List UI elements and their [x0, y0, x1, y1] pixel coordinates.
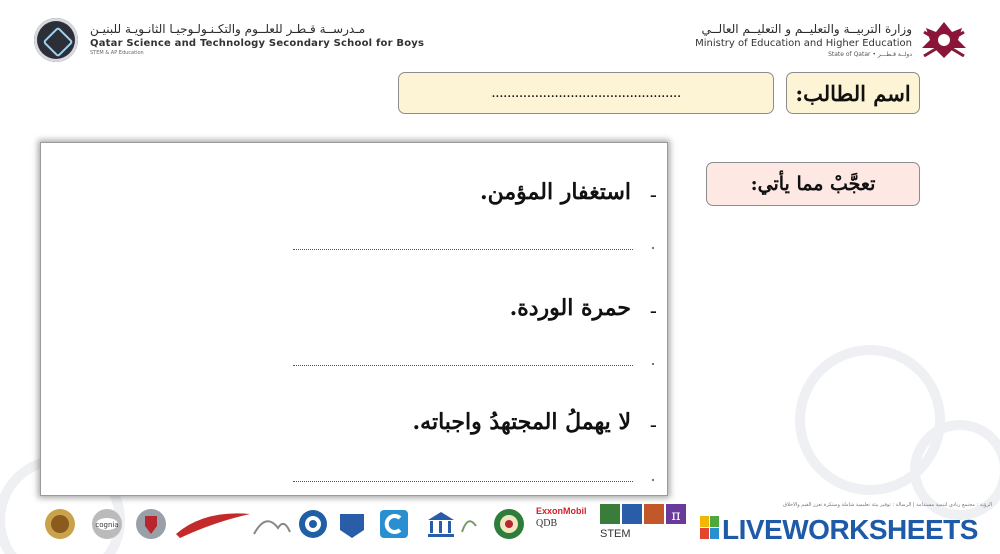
answer-3-marker — [652, 479, 654, 481]
school-logo-icon — [34, 18, 78, 62]
ministry-name-english: Ministry of Education and Higher Education — [695, 38, 912, 49]
exxonmobil-logo — [536, 506, 592, 529]
instruction-label: تعجَّبْ مما يأتي: — [706, 162, 920, 206]
qdb-label: QDB — [536, 518, 558, 529]
ministry-emblem-icon — [918, 18, 970, 62]
answer-1-marker — [652, 247, 654, 249]
stem-logo-icon — [600, 504, 690, 540]
cognia-icon — [90, 508, 124, 540]
liveworksheets-brand — [700, 502, 1000, 548]
student-name-field[interactable]: ................................................ — [398, 72, 774, 114]
exxonmobil-label: ExxonMobil — [536, 506, 587, 516]
emblem-icon — [296, 508, 330, 540]
question-1-text: استغفار المؤمن. — [479, 179, 631, 205]
liveworksheets-logo-icon — [700, 516, 720, 540]
c-logo-icon — [378, 508, 410, 540]
answer-1-field[interactable] — [293, 249, 633, 250]
answer-2-field[interactable] — [293, 365, 633, 366]
badge-icon — [336, 508, 368, 540]
answer-2-marker — [652, 363, 654, 365]
ministry-name-arabic: وزارة التربيــة والتعليــم و التعليــم العالــي — [701, 22, 912, 36]
sponsor-logos-strip — [40, 502, 700, 546]
svg-text:π: π — [671, 508, 681, 524]
question-3-marker: - — [649, 413, 657, 437]
vision-text: الرؤية : مجتمع ريادي لتنمية مستدامة | الرسالة : توفير بيئة تعليمية شاملة ومبتكرة تعزز القيم والأخلاق — [783, 502, 992, 508]
green-seal-icon — [492, 508, 526, 540]
ministry-header — [630, 18, 970, 62]
school-header — [34, 18, 434, 62]
question-1-marker: - — [649, 183, 657, 207]
ministry-state: State of Qatar • دولــة قـطـــر — [828, 51, 912, 58]
calligraphy-logo-icon — [248, 508, 296, 540]
question-2-text: حمرة الوردة. — [509, 295, 631, 321]
calligraphy-small-icon — [458, 508, 482, 540]
liveworksheets-label: LIVEWORKSHEETS — [722, 514, 978, 545]
ribbon-logo-icon — [174, 508, 252, 540]
svg-text:cognia: cognia — [95, 521, 119, 529]
question-3-text: لا يهملُ المجتهدُ واجباته. — [412, 409, 631, 435]
school-name-english: Qatar Science and Technology Secondary School for Boys — [90, 38, 425, 49]
school-name-arabic: مـدرســة قـطـر للعلــوم والتكـنـولـوجيـا الثانـويـة للبنيـن — [90, 22, 366, 36]
questions-panel — [40, 142, 668, 496]
student-name-label: اسم الطالب: — [786, 72, 920, 114]
museum-icon — [424, 508, 458, 540]
shield-crest-icon — [134, 508, 168, 540]
seal-icon — [44, 508, 76, 540]
school-subtitle: STEM & AP Education — [90, 50, 144, 56]
answer-3-field[interactable] — [293, 481, 633, 482]
stem-label: STEM — [600, 528, 631, 540]
question-2-marker: - — [649, 299, 657, 323]
